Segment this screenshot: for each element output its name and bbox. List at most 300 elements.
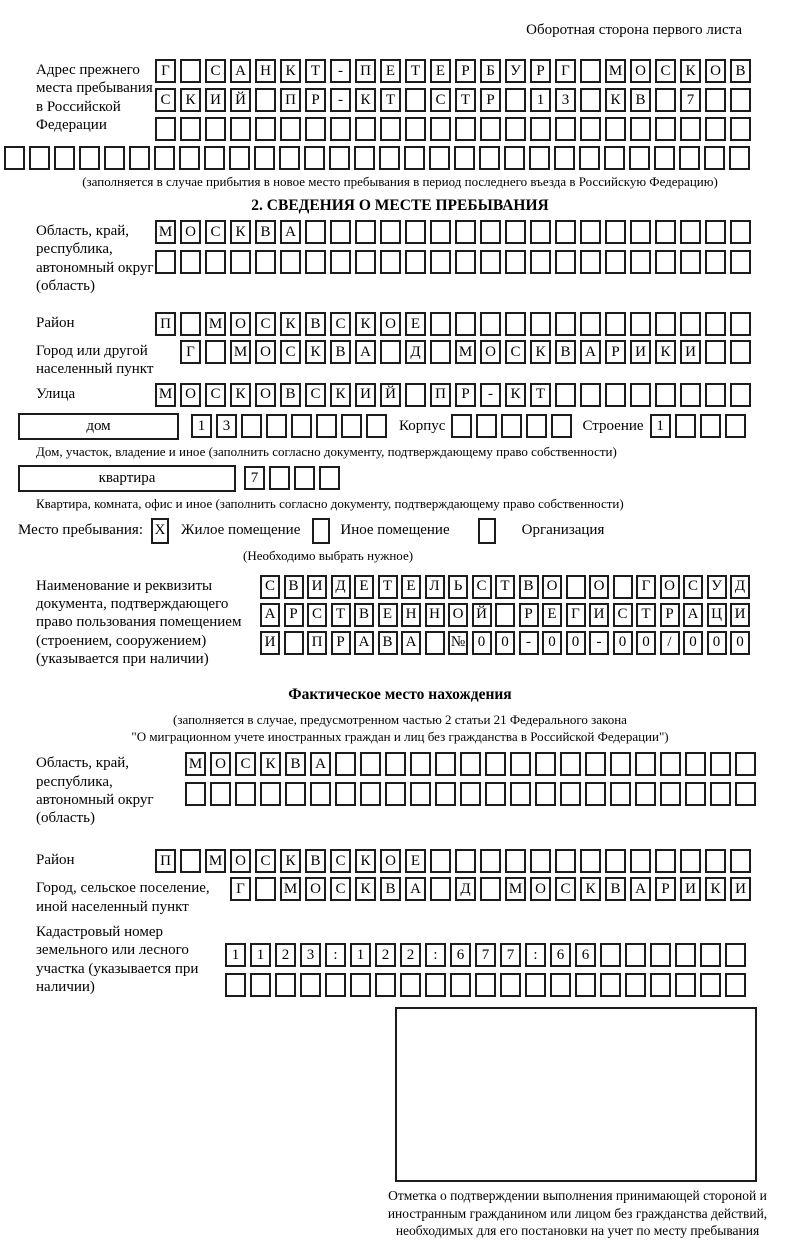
char-box[interactable]: У	[505, 59, 526, 83]
char-box[interactable]: Н	[255, 59, 276, 83]
char-box[interactable]: Й	[380, 383, 401, 407]
char-box[interactable]	[725, 943, 746, 967]
char-box[interactable]: :	[425, 943, 446, 967]
char-box[interactable]: В	[605, 877, 626, 901]
char-box[interactable]: И	[680, 877, 701, 901]
char-box[interactable]	[269, 466, 290, 490]
char-box[interactable]: К	[305, 340, 326, 364]
char-box[interactable]: К	[705, 877, 726, 901]
char-box[interactable]: Р	[480, 88, 501, 112]
char-box[interactable]: В	[255, 220, 276, 244]
char-box[interactable]	[560, 782, 581, 806]
char-box[interactable]: Б	[480, 59, 501, 83]
char-box[interactable]	[580, 383, 601, 407]
char-box[interactable]	[455, 849, 476, 873]
char-box[interactable]	[630, 220, 651, 244]
char-box[interactable]: Р	[455, 383, 476, 407]
char-box[interactable]: А	[310, 752, 331, 776]
char-box[interactable]	[280, 250, 301, 274]
char-box[interactable]: О	[380, 312, 401, 336]
char-box[interactable]: И	[680, 340, 701, 364]
char-box[interactable]	[104, 146, 125, 170]
char-box[interactable]: Л	[425, 575, 445, 599]
char-box[interactable]: К	[280, 312, 301, 336]
char-box[interactable]	[405, 117, 426, 141]
char-box[interactable]: 3	[300, 943, 321, 967]
char-box[interactable]: О	[448, 603, 468, 627]
char-box[interactable]: 1	[650, 414, 671, 438]
char-box[interactable]: О	[255, 383, 276, 407]
char-box[interactable]: /	[660, 631, 680, 655]
char-box[interactable]	[555, 312, 576, 336]
char-box[interactable]	[304, 146, 325, 170]
char-box[interactable]: К	[330, 383, 351, 407]
char-box[interactable]: С	[330, 312, 351, 336]
char-box[interactable]: О	[255, 340, 276, 364]
char-box[interactable]: М	[280, 877, 301, 901]
char-box[interactable]	[480, 312, 501, 336]
char-box[interactable]	[360, 782, 381, 806]
char-box[interactable]	[655, 220, 676, 244]
char-box[interactable]	[255, 250, 276, 274]
char-box[interactable]	[605, 383, 626, 407]
char-box[interactable]: М	[455, 340, 476, 364]
char-box[interactable]	[725, 414, 746, 438]
char-box[interactable]	[355, 250, 376, 274]
char-box[interactable]	[500, 973, 521, 997]
char-box[interactable]: В	[354, 603, 374, 627]
char-box[interactable]	[385, 752, 406, 776]
char-box[interactable]	[79, 146, 100, 170]
char-box[interactable]: Е	[378, 603, 398, 627]
char-box[interactable]	[180, 849, 201, 873]
char-box[interactable]	[300, 973, 321, 997]
char-box[interactable]: И	[307, 575, 327, 599]
char-box[interactable]	[425, 973, 446, 997]
char-box[interactable]	[566, 575, 586, 599]
char-box[interactable]: Ц	[707, 603, 727, 627]
char-box[interactable]	[455, 117, 476, 141]
char-box[interactable]	[604, 146, 625, 170]
char-box[interactable]: Т	[331, 603, 351, 627]
char-box[interactable]: Р	[331, 631, 351, 655]
char-box[interactable]: 0	[542, 631, 562, 655]
char-box[interactable]: Е	[401, 575, 421, 599]
char-box[interactable]	[625, 973, 646, 997]
char-box[interactable]	[560, 752, 581, 776]
char-box[interactable]	[650, 943, 671, 967]
char-box[interactable]	[710, 782, 731, 806]
char-box[interactable]: Г	[566, 603, 586, 627]
char-box[interactable]: Г	[180, 340, 201, 364]
char-box[interactable]: Р	[655, 877, 676, 901]
char-box[interactable]	[525, 973, 546, 997]
char-box[interactable]	[451, 414, 472, 438]
char-box[interactable]: И	[730, 603, 750, 627]
char-box[interactable]: И	[260, 631, 280, 655]
char-box[interactable]	[635, 752, 656, 776]
char-box[interactable]: 0	[495, 631, 515, 655]
char-box[interactable]: К	[655, 340, 676, 364]
char-box[interactable]	[380, 117, 401, 141]
char-box[interactable]: Р	[530, 59, 551, 83]
char-box[interactable]: К	[280, 849, 301, 873]
char-box[interactable]: В	[730, 59, 751, 83]
char-box[interactable]: 1	[250, 943, 271, 967]
char-box[interactable]	[29, 146, 50, 170]
char-box[interactable]: С	[255, 312, 276, 336]
char-box[interactable]	[405, 220, 426, 244]
char-box[interactable]: Е	[380, 59, 401, 83]
char-box[interactable]: О	[480, 340, 501, 364]
char-box[interactable]	[341, 414, 362, 438]
char-box[interactable]: 0	[707, 631, 727, 655]
char-box[interactable]: П	[155, 849, 176, 873]
char-box[interactable]: Т	[530, 383, 551, 407]
char-box[interactable]	[350, 973, 371, 997]
char-box[interactable]: О	[542, 575, 562, 599]
char-box[interactable]	[294, 466, 315, 490]
char-box[interactable]	[155, 117, 176, 141]
char-box[interactable]: К	[605, 88, 626, 112]
char-box[interactable]: А	[405, 877, 426, 901]
char-box[interactable]	[580, 117, 601, 141]
char-box[interactable]	[505, 88, 526, 112]
char-box[interactable]	[310, 782, 331, 806]
char-box[interactable]	[530, 117, 551, 141]
char-box[interactable]	[655, 250, 676, 274]
char-box[interactable]	[605, 250, 626, 274]
char-box[interactable]: Г	[155, 59, 176, 83]
char-box[interactable]	[430, 117, 451, 141]
char-box[interactable]	[679, 146, 700, 170]
char-box[interactable]: К	[355, 312, 376, 336]
char-box[interactable]: О	[210, 752, 231, 776]
char-box[interactable]	[501, 414, 522, 438]
char-box[interactable]	[205, 117, 226, 141]
char-box[interactable]	[410, 782, 431, 806]
char-box[interactable]	[405, 88, 426, 112]
char-box[interactable]: Т	[455, 88, 476, 112]
char-box[interactable]: М	[205, 312, 226, 336]
char-box[interactable]	[430, 312, 451, 336]
char-box[interactable]	[429, 146, 450, 170]
char-box[interactable]: П	[307, 631, 327, 655]
char-box[interactable]: Р	[605, 340, 626, 364]
char-box[interactable]	[530, 312, 551, 336]
char-box[interactable]	[680, 220, 701, 244]
char-box[interactable]: К	[260, 752, 281, 776]
char-box[interactable]	[480, 117, 501, 141]
char-box[interactable]	[454, 146, 475, 170]
char-box[interactable]	[400, 973, 421, 997]
char-box[interactable]	[680, 117, 701, 141]
char-box[interactable]: И	[630, 340, 651, 364]
char-box[interactable]	[629, 146, 650, 170]
char-box[interactable]	[580, 220, 601, 244]
char-box[interactable]: В	[380, 877, 401, 901]
char-box[interactable]	[575, 973, 596, 997]
char-box[interactable]: И	[205, 88, 226, 112]
char-box[interactable]	[654, 146, 675, 170]
char-box[interactable]: М	[505, 877, 526, 901]
char-box[interactable]	[475, 973, 496, 997]
char-box[interactable]	[380, 220, 401, 244]
char-box[interactable]	[430, 220, 451, 244]
char-box[interactable]	[735, 782, 756, 806]
char-box[interactable]: О	[305, 877, 326, 901]
char-box[interactable]: Р	[305, 88, 326, 112]
char-box[interactable]: С	[655, 59, 676, 83]
char-box[interactable]	[630, 250, 651, 274]
char-box[interactable]	[610, 782, 631, 806]
char-box[interactable]: С	[505, 340, 526, 364]
char-box[interactable]: В	[378, 631, 398, 655]
char-box[interactable]: М	[155, 383, 176, 407]
char-box[interactable]: В	[285, 752, 306, 776]
char-box[interactable]	[305, 220, 326, 244]
char-box[interactable]: Й	[230, 88, 251, 112]
char-box[interactable]	[460, 752, 481, 776]
char-box[interactable]: У	[707, 575, 727, 599]
char-box[interactable]: Е	[542, 603, 562, 627]
char-box[interactable]	[505, 312, 526, 336]
char-box[interactable]	[705, 88, 726, 112]
char-box[interactable]: 0	[566, 631, 586, 655]
char-box[interactable]: -	[330, 59, 351, 83]
char-box[interactable]: 1	[191, 414, 212, 438]
char-box[interactable]: -	[519, 631, 539, 655]
char-box[interactable]	[435, 782, 456, 806]
char-box[interactable]	[730, 250, 751, 274]
char-box[interactable]	[205, 340, 226, 364]
char-box[interactable]	[504, 146, 525, 170]
char-box[interactable]: Г	[230, 877, 251, 901]
char-box[interactable]: И	[730, 877, 751, 901]
char-box[interactable]: С	[280, 340, 301, 364]
char-box[interactable]	[730, 117, 751, 141]
char-box[interactable]: 6	[575, 943, 596, 967]
char-box[interactable]: 7	[680, 88, 701, 112]
char-box[interactable]	[495, 603, 515, 627]
char-box[interactable]	[680, 849, 701, 873]
char-box[interactable]	[705, 383, 726, 407]
char-box[interactable]	[730, 340, 751, 364]
org-checkbox[interactable]	[478, 518, 496, 544]
char-box[interactable]	[675, 414, 696, 438]
char-box[interactable]: К	[280, 59, 301, 83]
char-box[interactable]: О	[530, 877, 551, 901]
char-box[interactable]: С	[430, 88, 451, 112]
char-box[interactable]	[180, 59, 201, 83]
char-box[interactable]	[404, 146, 425, 170]
char-box[interactable]	[685, 752, 706, 776]
char-box[interactable]	[635, 782, 656, 806]
char-box[interactable]: С	[330, 877, 351, 901]
char-box[interactable]	[613, 575, 633, 599]
char-box[interactable]	[730, 220, 751, 244]
char-box[interactable]: Т	[495, 575, 515, 599]
char-box[interactable]	[705, 117, 726, 141]
char-box[interactable]	[241, 414, 262, 438]
char-box[interactable]	[579, 146, 600, 170]
char-box[interactable]: С	[472, 575, 492, 599]
char-box[interactable]	[430, 877, 451, 901]
char-box[interactable]: П	[155, 312, 176, 336]
char-box[interactable]	[129, 146, 150, 170]
char-box[interactable]	[280, 117, 301, 141]
char-box[interactable]	[355, 220, 376, 244]
char-box[interactable]	[580, 59, 601, 83]
char-box[interactable]	[555, 383, 576, 407]
char-box[interactable]: -	[330, 88, 351, 112]
char-box[interactable]	[319, 466, 340, 490]
char-box[interactable]	[305, 117, 326, 141]
char-box[interactable]	[505, 250, 526, 274]
char-box[interactable]	[535, 782, 556, 806]
char-box[interactable]: С	[205, 59, 226, 83]
char-box[interactable]	[555, 117, 576, 141]
char-box[interactable]: С	[255, 849, 276, 873]
char-box[interactable]: С	[205, 383, 226, 407]
char-box[interactable]	[485, 752, 506, 776]
char-box[interactable]: Е	[405, 849, 426, 873]
char-box[interactable]: А	[230, 59, 251, 83]
char-box[interactable]: 2	[400, 943, 421, 967]
char-box[interactable]	[235, 782, 256, 806]
char-box[interactable]	[425, 631, 445, 655]
char-box[interactable]: 1	[350, 943, 371, 967]
char-box[interactable]	[480, 220, 501, 244]
char-box[interactable]	[580, 250, 601, 274]
char-box[interactable]	[505, 117, 526, 141]
char-box[interactable]	[275, 973, 296, 997]
char-box[interactable]: №	[448, 631, 468, 655]
char-box[interactable]: С	[307, 603, 327, 627]
char-box[interactable]	[480, 250, 501, 274]
char-box[interactable]: О	[380, 849, 401, 873]
char-box[interactable]: М	[185, 752, 206, 776]
char-box[interactable]	[605, 849, 626, 873]
char-box[interactable]	[700, 414, 721, 438]
char-box[interactable]	[730, 88, 751, 112]
char-box[interactable]: О	[180, 220, 201, 244]
char-box[interactable]	[354, 146, 375, 170]
char-box[interactable]	[254, 146, 275, 170]
char-box[interactable]	[630, 383, 651, 407]
char-box[interactable]: А	[683, 603, 703, 627]
char-box[interactable]: В	[305, 849, 326, 873]
char-box[interactable]	[655, 849, 676, 873]
char-box[interactable]: Й	[472, 603, 492, 627]
char-box[interactable]: О	[180, 383, 201, 407]
char-box[interactable]: К	[580, 877, 601, 901]
char-box[interactable]: 0	[636, 631, 656, 655]
char-box[interactable]: С	[613, 603, 633, 627]
char-box[interactable]	[229, 146, 250, 170]
char-box[interactable]	[655, 117, 676, 141]
char-box[interactable]: В	[280, 383, 301, 407]
char-box[interactable]	[291, 414, 312, 438]
char-box[interactable]: К	[355, 877, 376, 901]
char-box[interactable]: :	[325, 943, 346, 967]
char-box[interactable]	[405, 383, 426, 407]
char-box[interactable]: С	[305, 383, 326, 407]
char-box[interactable]	[630, 312, 651, 336]
char-box[interactable]	[730, 383, 751, 407]
char-box[interactable]: К	[680, 59, 701, 83]
char-box[interactable]: М	[155, 220, 176, 244]
char-box[interactable]: И	[589, 603, 609, 627]
char-box[interactable]	[580, 88, 601, 112]
char-box[interactable]: Е	[354, 575, 374, 599]
char-box[interactable]: С	[235, 752, 256, 776]
char-box[interactable]	[455, 312, 476, 336]
char-box[interactable]	[355, 117, 376, 141]
char-box[interactable]: Д	[331, 575, 351, 599]
char-box[interactable]: К	[355, 88, 376, 112]
char-box[interactable]: 0	[683, 631, 703, 655]
char-box[interactable]	[385, 782, 406, 806]
char-box[interactable]: 7	[244, 466, 265, 490]
char-box[interactable]	[430, 340, 451, 364]
char-box[interactable]: К	[355, 849, 376, 873]
char-box[interactable]	[430, 849, 451, 873]
char-box[interactable]	[705, 340, 726, 364]
char-box[interactable]: А	[630, 877, 651, 901]
char-box[interactable]	[529, 146, 550, 170]
char-box[interactable]: Р	[519, 603, 539, 627]
char-box[interactable]	[335, 782, 356, 806]
char-box[interactable]: Т	[378, 575, 398, 599]
char-box[interactable]	[480, 877, 501, 901]
char-box[interactable]	[605, 220, 626, 244]
char-box[interactable]: 0	[472, 631, 492, 655]
char-box[interactable]	[535, 752, 556, 776]
char-box[interactable]	[330, 117, 351, 141]
char-box[interactable]	[551, 414, 572, 438]
char-box[interactable]	[680, 312, 701, 336]
char-box[interactable]	[530, 849, 551, 873]
char-box[interactable]: К	[530, 340, 551, 364]
char-box[interactable]: 2	[375, 943, 396, 967]
char-box[interactable]	[455, 220, 476, 244]
char-box[interactable]: К	[230, 383, 251, 407]
char-box[interactable]: 2	[275, 943, 296, 967]
char-box[interactable]	[185, 782, 206, 806]
char-box[interactable]: Г	[636, 575, 656, 599]
char-box[interactable]	[580, 312, 601, 336]
char-box[interactable]	[455, 250, 476, 274]
char-box[interactable]	[279, 146, 300, 170]
char-box[interactable]: С	[555, 877, 576, 901]
char-box[interactable]: П	[355, 59, 376, 83]
char-box[interactable]	[660, 782, 681, 806]
char-box[interactable]	[660, 752, 681, 776]
char-box[interactable]: О	[630, 59, 651, 83]
char-box[interactable]: Р	[455, 59, 476, 83]
char-box[interactable]: 1	[530, 88, 551, 112]
char-box[interactable]: А	[260, 603, 280, 627]
char-box[interactable]	[705, 250, 726, 274]
char-box[interactable]: Р	[284, 603, 304, 627]
char-box[interactable]: С	[260, 575, 280, 599]
char-box[interactable]	[305, 250, 326, 274]
char-box[interactable]	[675, 973, 696, 997]
char-box[interactable]	[154, 146, 175, 170]
char-box[interactable]: К	[180, 88, 201, 112]
char-box[interactable]	[630, 849, 651, 873]
